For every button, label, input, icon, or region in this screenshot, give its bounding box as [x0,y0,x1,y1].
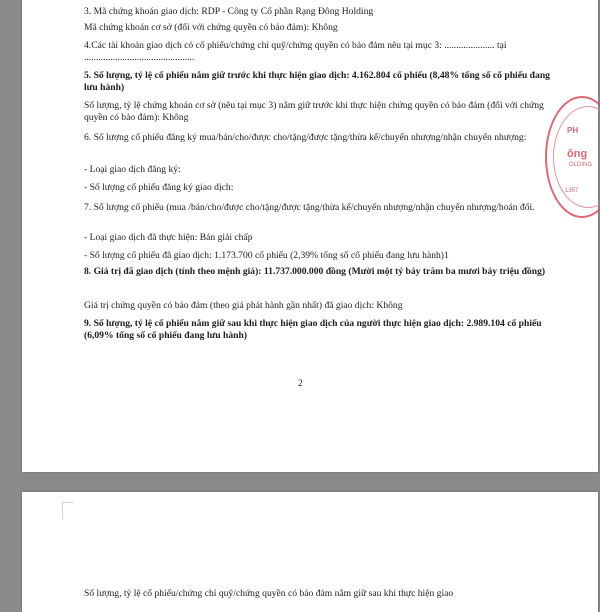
warrant-transaction-value: Giá trị chứng quyền có bảo đảm (theo giá phát hành gần nhất) đã giao dịch: Không [84,300,403,311]
page-corner-mark [62,502,73,519]
item-7-traded-shares: 7. Số lượng cổ phiếu (mua /bán/cho/được cho/tặng/được tặng/thừa kế/chuyển nhượng/nhận chuyển nhượng/hoán đổi. [84,202,535,213]
item-6-registered-shares: 6. Số lượng cổ phiếu đăng ký mua/bán/cho/được cho/tặng/được tặng/thừa kế/chuyển nhượng/nhận chuyển nhượng: [84,132,527,143]
item-9-holdings-after: 9. Số lượng, tỷ lệ cổ phiếu nắm giữ sau khi thực hiện giao dịch của người thực hiện giao dịch: 2.989.104 cổ phiếu (6,09% tổng số cổ phiếu đang lưu hành) [84,318,542,341]
page-number: 2 [298,378,303,389]
executed-share-quantity: - Số lượng cổ phiếu đã giao dịch: 1.173.700 cổ phiếu (2,39% tổng số cổ phiếu đang lưu hành)1 [84,250,449,261]
item-3-stock-code: 3. Mã chứng khoán giao dịch: RDP - Công ty Cổ phần Rạng Đông Holding [84,6,374,17]
document-page-2 [22,492,598,612]
item-5-holdings-before: 5. Số lượng, tỷ lệ cổ phiếu nắm giữ trước khi thực hiện giao dịch: 4.162.804 cổ phiếu (8,48% tổng số cổ phiếu đang lưu hành) [84,70,550,93]
registered-transaction-type: - Loại giao dịch đăng ký: [84,164,181,175]
page2-holdings-after-line: Số lượng, tỷ lệ cổ phiếu/chứng chỉ quỹ/chứng quyền có bảo đảm nắm giữ sau khi thực hiện giao [84,588,454,599]
item-4-trading-accounts: 4.Các tài khoản giao dịch có cổ phiếu/chứng chỉ quỹ/chứng quyền có bảo đảm nêu tại mục 3: ..................... tại .............................................. [84,40,507,63]
stamp-text-2: ông [567,148,588,160]
underlying-holdings-before: Số lượng, tỷ lệ chứng khoán cơ sở (nêu tại mục 3) nắm giữ trước khi thực hiện chứng quyền có bảo đảm (đối với chứng quyền có bảo đảm): Không [84,100,544,123]
stamp-text-4: 1357 [565,188,579,194]
stamp-text-1: PH [567,126,579,135]
stamp-text-3: OLDING [569,162,593,168]
document-page-1 [22,0,598,472]
registered-share-quantity: - Số lượng cổ phiếu đăng ký giao dịch: [84,182,234,193]
underlying-stock-code: Mã chứng khoán cơ sở (đối với chứng quyền có bảo đảm): Không [84,22,338,33]
executed-transaction-type: - Loại giao dịch đã thực hiện: Bán giải chấp [84,232,253,243]
item-8-transaction-value: 8. Giá trị đã giao dịch (tính theo mệnh giá): 11.737.000.000 đồng (Mười một tỷ bảy trăm ba mươi bảy triệu đồng) [84,266,546,277]
